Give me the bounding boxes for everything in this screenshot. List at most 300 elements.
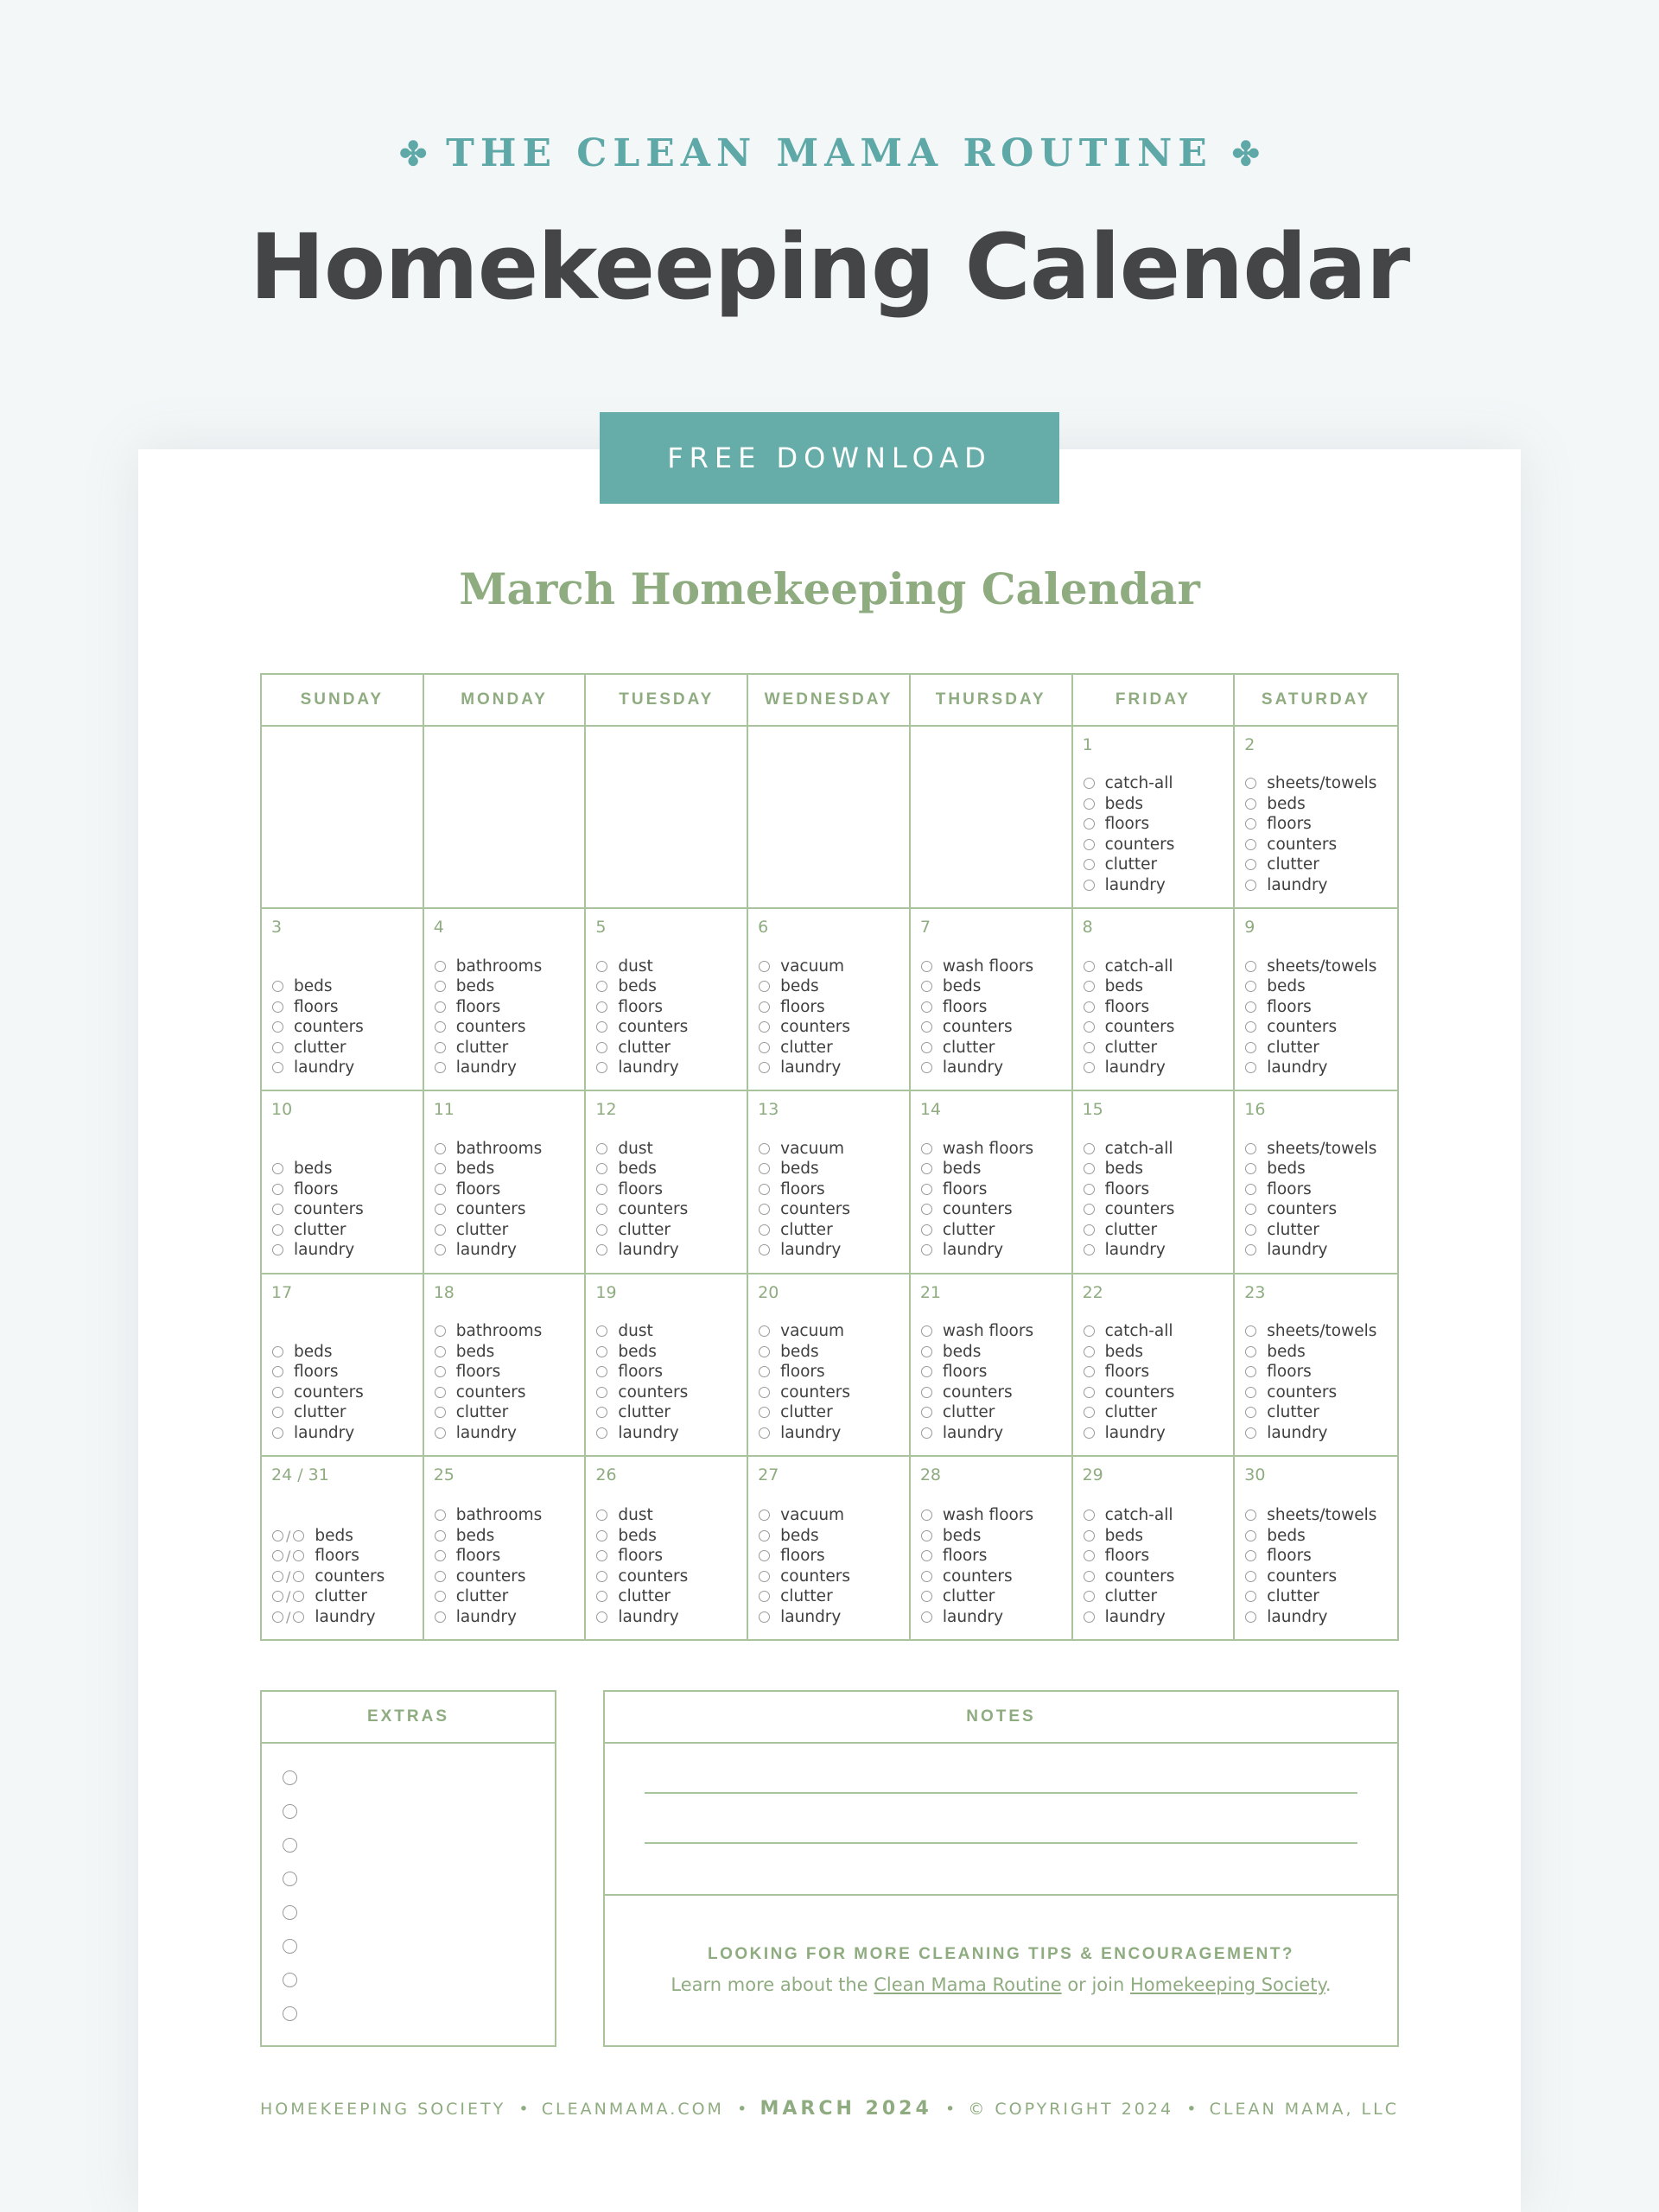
task-label: floors xyxy=(1267,1179,1312,1198)
task-checkbox[interactable] xyxy=(1084,1346,1095,1357)
task-checkbox[interactable] xyxy=(435,1143,446,1154)
task-checkbox[interactable] xyxy=(435,1204,446,1215)
task-checkbox[interactable] xyxy=(759,1530,770,1541)
task-item xyxy=(1245,835,1392,855)
task-list xyxy=(272,976,417,1078)
task-item xyxy=(272,1240,417,1261)
task-checkbox[interactable] xyxy=(921,1427,932,1439)
task-checkbox[interactable] xyxy=(759,1042,770,1053)
extras-checkbox[interactable] xyxy=(283,1838,297,1853)
task-checkbox[interactable] xyxy=(435,1244,446,1255)
task-checkbox[interactable] xyxy=(1245,818,1256,830)
task-label: floors xyxy=(780,997,825,1016)
task-checkbox[interactable] xyxy=(1245,1427,1256,1439)
task-label: floors xyxy=(942,1547,988,1566)
task-item xyxy=(435,976,580,997)
task-checkbox[interactable] xyxy=(759,1325,770,1337)
task-checkbox[interactable] xyxy=(1245,1530,1256,1541)
free-download-button[interactable]: FREE DOWNLOAD xyxy=(600,412,1059,504)
task-checkbox[interactable] xyxy=(1084,1530,1095,1541)
task-checkbox[interactable] xyxy=(1245,859,1256,870)
task-checkbox[interactable] xyxy=(1084,1407,1095,1418)
task-checkbox[interactable] xyxy=(435,1224,446,1236)
task-checkbox[interactable] xyxy=(759,1143,770,1154)
double-checkbox-group xyxy=(272,1588,304,1605)
task-checkbox[interactable] xyxy=(435,1021,446,1033)
task-checkbox[interactable] xyxy=(272,1407,283,1418)
task-checkbox[interactable] xyxy=(272,1427,283,1439)
task-checkbox[interactable] xyxy=(759,1366,770,1377)
task-checkbox[interactable] xyxy=(272,1204,283,1215)
task-checkbox[interactable] xyxy=(1084,798,1095,810)
task-checkbox[interactable] xyxy=(596,1530,607,1541)
task-label: counters xyxy=(294,1200,364,1219)
task-checkbox[interactable] xyxy=(596,1224,607,1236)
day-number: 22 xyxy=(1082,1282,1103,1302)
task-label: clutter xyxy=(294,1403,346,1422)
task-checkbox[interactable] xyxy=(1245,1204,1256,1215)
task-checkbox[interactable] xyxy=(921,1001,932,1013)
task-checkbox[interactable] xyxy=(1084,1591,1095,1602)
task-item xyxy=(272,1179,417,1200)
task-checkbox[interactable] xyxy=(759,1062,770,1073)
task-item xyxy=(921,1402,1066,1423)
task-checkbox[interactable] xyxy=(596,1387,607,1398)
task-checkbox[interactable] xyxy=(921,1387,932,1398)
task-checkbox[interactable] xyxy=(1084,1510,1095,1521)
task-item xyxy=(759,1422,904,1443)
task-list xyxy=(921,1505,1066,1627)
footer-month: MARCH 2024 xyxy=(760,2098,932,2120)
task-checkbox[interactable] xyxy=(921,1366,932,1377)
task-list xyxy=(596,956,741,1077)
task-item xyxy=(272,1362,417,1382)
task-checkbox[interactable] xyxy=(1245,839,1256,850)
task-checkbox[interactable] xyxy=(435,981,446,992)
task-checkbox[interactable] xyxy=(1245,1591,1256,1602)
calendar-day-cell xyxy=(424,727,587,909)
task-checkbox[interactable] xyxy=(596,1244,607,1255)
task-item xyxy=(596,1058,741,1078)
task-checkbox[interactable] xyxy=(596,1427,607,1439)
task-checkbox[interactable] xyxy=(596,1042,607,1053)
task-item xyxy=(1084,1341,1229,1362)
task-item xyxy=(1084,1382,1229,1402)
task-checkbox[interactable] xyxy=(596,1062,607,1073)
task-checkbox[interactable] xyxy=(759,1407,770,1418)
task-checkbox[interactable] xyxy=(1084,1062,1095,1073)
calendar-day-cell xyxy=(586,1457,748,1639)
task-checkbox[interactable] xyxy=(272,1571,283,1582)
task-label: laundry xyxy=(294,1423,355,1442)
task-checkbox[interactable] xyxy=(1084,981,1095,992)
task-checkbox[interactable] xyxy=(272,1387,283,1398)
task-checkbox[interactable] xyxy=(759,1001,770,1013)
task-label: laundry xyxy=(780,1058,842,1077)
task-checkbox[interactable] xyxy=(1084,1244,1095,1255)
task-checkbox[interactable] xyxy=(435,1001,446,1013)
task-item xyxy=(1084,773,1229,794)
task-list xyxy=(272,1525,417,1627)
task-checkbox[interactable] xyxy=(759,1510,770,1521)
task-checkbox[interactable] xyxy=(759,1550,770,1561)
task-checkbox[interactable] xyxy=(435,961,446,972)
task-checkbox[interactable] xyxy=(435,1571,446,1582)
task-checkbox[interactable] xyxy=(1245,778,1256,789)
task-label: floors xyxy=(455,1363,501,1382)
task-checkbox[interactable] xyxy=(435,1611,446,1623)
task-checkbox[interactable] xyxy=(1084,1021,1095,1033)
task-checkbox[interactable] xyxy=(921,1550,932,1561)
task-checkbox[interactable] xyxy=(1245,1001,1256,1013)
task-item xyxy=(1084,855,1229,875)
task-checkbox[interactable] xyxy=(1084,880,1095,891)
day-of-week-header: SUNDAY xyxy=(262,675,424,727)
calendar-day-cell xyxy=(424,1274,587,1457)
task-item xyxy=(759,956,904,976)
task-checkbox[interactable] xyxy=(272,981,283,992)
task-item xyxy=(435,1240,580,1261)
task-label: clutter xyxy=(1267,1403,1319,1422)
task-item xyxy=(1084,1199,1229,1220)
task-checkbox[interactable] xyxy=(435,1387,446,1398)
task-checkbox[interactable] xyxy=(435,1325,446,1337)
task-checkbox[interactable] xyxy=(1245,1021,1256,1033)
task-label: floors xyxy=(780,1547,825,1566)
task-list xyxy=(759,1139,904,1261)
task-checkbox[interactable] xyxy=(759,1427,770,1439)
task-label: counters xyxy=(294,1382,364,1402)
task-checkbox[interactable] xyxy=(1245,880,1256,891)
task-checkbox[interactable] xyxy=(272,1021,283,1033)
task-checkbox[interactable] xyxy=(596,1001,607,1013)
task-checkbox[interactable] xyxy=(1245,798,1256,810)
task-checkbox[interactable] xyxy=(1084,1204,1095,1215)
day-number: 3 xyxy=(271,918,283,938)
task-checkbox[interactable] xyxy=(272,1001,283,1013)
extras-checkbox[interactable] xyxy=(283,1939,297,1954)
task-checkbox[interactable] xyxy=(921,1530,932,1541)
calendar-day-cell xyxy=(748,1274,911,1457)
task-checkbox[interactable] xyxy=(759,1204,770,1215)
task-checkbox[interactable] xyxy=(596,1021,607,1033)
task-label: clutter xyxy=(1267,1038,1319,1057)
task-checkbox[interactable] xyxy=(921,1407,932,1418)
task-checkbox[interactable] xyxy=(1084,1325,1095,1337)
task-checkbox[interactable] xyxy=(435,1591,446,1602)
task-label: counters xyxy=(780,1200,850,1219)
task-checkbox[interactable] xyxy=(1245,1143,1256,1154)
task-checkbox[interactable] xyxy=(1084,1387,1095,1398)
task-checkbox[interactable] xyxy=(272,1042,283,1053)
task-checkbox[interactable] xyxy=(1245,1550,1256,1561)
day-number: 20 xyxy=(758,1282,779,1302)
task-checkbox[interactable] xyxy=(921,1346,932,1357)
task-checkbox[interactable] xyxy=(1084,859,1095,870)
task-checkbox[interactable] xyxy=(596,1325,607,1337)
task-checkbox[interactable] xyxy=(921,1325,932,1337)
task-list xyxy=(435,956,580,1077)
task-checkbox[interactable] xyxy=(596,1184,607,1195)
task-checkbox[interactable] xyxy=(435,1184,446,1195)
extras-checkbox[interactable] xyxy=(283,1905,297,1920)
task-list xyxy=(1084,1321,1229,1443)
task-checkbox[interactable] xyxy=(435,1407,446,1418)
task-checkbox[interactable] xyxy=(1245,1407,1256,1418)
task-checkbox[interactable] xyxy=(1084,1611,1095,1623)
task-checkbox[interactable] xyxy=(435,1427,446,1439)
task-checkbox[interactable] xyxy=(1245,1042,1256,1053)
task-checkbox[interactable] xyxy=(1245,1163,1256,1174)
task-checkbox[interactable] xyxy=(596,1204,607,1215)
task-checkbox[interactable] xyxy=(435,1163,446,1174)
task-checkbox[interactable] xyxy=(435,1510,446,1521)
task-checkbox[interactable] xyxy=(921,1143,932,1154)
task-checkbox[interactable] xyxy=(272,1591,283,1602)
task-checkbox[interactable] xyxy=(596,981,607,992)
task-checkbox[interactable] xyxy=(596,1571,607,1582)
task-checkbox[interactable] xyxy=(596,1510,607,1521)
task-checkbox[interactable] xyxy=(596,1550,607,1561)
task-checkbox[interactable] xyxy=(921,961,932,972)
notes-line[interactable] xyxy=(645,1842,1357,1844)
task-item xyxy=(596,1362,741,1382)
task-item xyxy=(1245,956,1392,976)
extras-checkbox[interactable] xyxy=(283,1770,297,1785)
task-item xyxy=(759,1341,904,1362)
task-checkbox[interactable] xyxy=(1084,1224,1095,1236)
task-checkbox[interactable] xyxy=(272,1346,283,1357)
task-label: floors xyxy=(315,1547,359,1566)
task-label: beds xyxy=(1104,794,1144,813)
task-checkbox[interactable] xyxy=(272,1163,283,1174)
task-checkbox[interactable] xyxy=(1245,1571,1256,1582)
task-checkbox[interactable] xyxy=(596,1163,607,1174)
task-label: counters xyxy=(1267,1018,1338,1037)
task-item xyxy=(272,1058,417,1078)
task-item xyxy=(1245,1058,1392,1078)
task-list xyxy=(759,1505,904,1627)
extras-heading: EXTRAS xyxy=(262,1692,555,1744)
task-item xyxy=(759,1240,904,1261)
task-item xyxy=(435,1341,580,1362)
task-checkbox[interactable] xyxy=(272,1530,283,1541)
task-checkbox[interactable] xyxy=(921,1510,932,1521)
task-checkbox[interactable] xyxy=(1245,1611,1256,1623)
task-item xyxy=(921,1566,1066,1586)
task-checkbox[interactable] xyxy=(272,1244,283,1255)
task-checkbox[interactable] xyxy=(759,1163,770,1174)
task-checkbox[interactable] xyxy=(759,961,770,972)
task-checkbox[interactable] xyxy=(1084,1427,1095,1439)
task-checkbox[interactable] xyxy=(272,1611,283,1623)
task-checkbox[interactable] xyxy=(759,1224,770,1236)
task-checkbox[interactable] xyxy=(1084,1042,1095,1053)
task-checkbox[interactable] xyxy=(921,1204,932,1215)
task-checkbox[interactable] xyxy=(759,1244,770,1255)
task-checkbox[interactable] xyxy=(435,1042,446,1053)
homekeeping-society-link[interactable]: Homekeeping Society xyxy=(1129,1974,1325,1995)
task-label: counters xyxy=(618,1018,689,1037)
task-checkbox[interactable] xyxy=(596,1407,607,1418)
task-label: clutter xyxy=(1104,1587,1158,1606)
task-label: vacuum xyxy=(780,1506,845,1525)
task-checkbox[interactable] xyxy=(1084,839,1095,850)
task-checkbox[interactable] xyxy=(921,1062,932,1073)
footer-separator: • xyxy=(518,2099,529,2119)
notes-line[interactable] xyxy=(645,1792,1357,1794)
calendar-day-cell xyxy=(911,727,1073,909)
task-label: clutter xyxy=(618,1220,671,1239)
checkbox-divider: / xyxy=(286,1527,291,1544)
task-checkbox[interactable] xyxy=(293,1611,304,1623)
task-checkbox[interactable] xyxy=(293,1591,304,1602)
task-item xyxy=(1084,1220,1229,1241)
task-label: bathrooms xyxy=(455,1506,543,1525)
task-checkbox[interactable] xyxy=(1245,1346,1256,1357)
task-label: counters xyxy=(1104,1382,1175,1402)
day-number: 8 xyxy=(1082,918,1093,938)
task-checkbox[interactable] xyxy=(1245,1062,1256,1073)
task-checkbox[interactable] xyxy=(272,1184,283,1195)
extras-checkbox[interactable] xyxy=(283,1804,297,1819)
task-checkbox[interactable] xyxy=(272,1366,283,1377)
task-checkbox[interactable] xyxy=(1245,961,1256,972)
task-item xyxy=(1245,1139,1392,1160)
task-checkbox[interactable] xyxy=(435,1062,446,1073)
task-checkbox[interactable] xyxy=(921,1184,932,1195)
promo-text xyxy=(605,1974,1397,1995)
task-checkbox[interactable] xyxy=(921,1611,932,1623)
task-checkbox[interactable] xyxy=(596,1611,607,1623)
task-checkbox[interactable] xyxy=(921,1244,932,1255)
task-label: floors xyxy=(1267,815,1312,834)
task-label: counters xyxy=(618,1200,689,1219)
task-checkbox[interactable] xyxy=(759,1387,770,1398)
task-checkbox[interactable] xyxy=(596,1143,607,1154)
task-list xyxy=(921,1139,1066,1261)
task-checkbox[interactable] xyxy=(1084,961,1095,972)
task-item xyxy=(921,1546,1066,1567)
task-label: counters xyxy=(1267,1382,1338,1402)
task-label: laundry xyxy=(1267,1241,1328,1260)
task-checkbox[interactable] xyxy=(921,1042,932,1053)
task-checkbox[interactable] xyxy=(921,1224,932,1236)
task-label: laundry xyxy=(1104,1241,1166,1260)
task-item xyxy=(1084,814,1229,835)
task-checkbox[interactable] xyxy=(1084,778,1095,789)
task-checkbox[interactable] xyxy=(921,1021,932,1033)
promo-middle: or join xyxy=(1061,1974,1130,1995)
task-label: clutter xyxy=(1267,855,1319,874)
task-item xyxy=(596,1017,741,1038)
task-checkbox[interactable] xyxy=(759,1591,770,1602)
task-item xyxy=(759,1586,904,1607)
task-checkbox[interactable] xyxy=(1245,1224,1256,1236)
task-checkbox[interactable] xyxy=(759,1611,770,1623)
task-checkbox[interactable] xyxy=(1245,981,1256,992)
task-checkbox[interactable] xyxy=(921,981,932,992)
task-label: dust xyxy=(618,1506,653,1525)
calendar-day-cell xyxy=(586,909,748,1091)
task-label: floors xyxy=(942,997,988,1016)
task-checkbox[interactable] xyxy=(293,1530,304,1541)
task-label: bathrooms xyxy=(455,1139,543,1158)
task-checkbox[interactable] xyxy=(1084,1163,1095,1174)
task-checkbox[interactable] xyxy=(1084,1550,1095,1561)
task-item xyxy=(435,1058,580,1078)
task-checkbox[interactable] xyxy=(596,1346,607,1357)
task-checkbox[interactable] xyxy=(1084,818,1095,830)
task-checkbox[interactable] xyxy=(272,1062,283,1073)
task-checkbox[interactable] xyxy=(435,1366,446,1377)
task-checkbox[interactable] xyxy=(596,961,607,972)
task-item xyxy=(1245,1199,1392,1220)
task-checkbox[interactable] xyxy=(293,1550,304,1561)
task-checkbox[interactable] xyxy=(1084,1571,1095,1582)
task-item xyxy=(1084,1525,1229,1546)
calendar-day-cell xyxy=(1235,1457,1397,1639)
task-checkbox[interactable] xyxy=(1245,1325,1256,1337)
task-checkbox[interactable] xyxy=(759,1346,770,1357)
task-checkbox[interactable] xyxy=(759,1021,770,1033)
task-item xyxy=(1084,1586,1229,1607)
task-checkbox[interactable] xyxy=(1245,1184,1256,1195)
task-item xyxy=(1084,976,1229,997)
task-checkbox[interactable] xyxy=(1084,1143,1095,1154)
task-checkbox[interactable] xyxy=(596,1366,607,1377)
task-checkbox[interactable] xyxy=(921,1591,932,1602)
task-checkbox[interactable] xyxy=(1245,1387,1256,1398)
task-checkbox[interactable] xyxy=(759,981,770,992)
task-label: counters xyxy=(942,1382,1013,1402)
task-checkbox[interactable] xyxy=(272,1224,283,1236)
task-label: floors xyxy=(1267,997,1312,1016)
task-checkbox[interactable] xyxy=(759,1571,770,1582)
task-checkbox[interactable] xyxy=(596,1591,607,1602)
task-checkbox[interactable] xyxy=(759,1184,770,1195)
task-checkbox[interactable] xyxy=(921,1571,932,1582)
task-checkbox[interactable] xyxy=(435,1346,446,1357)
task-checkbox[interactable] xyxy=(435,1550,446,1561)
task-checkbox[interactable] xyxy=(1245,1366,1256,1377)
task-checkbox[interactable] xyxy=(1084,1366,1095,1377)
task-item xyxy=(921,1382,1066,1402)
task-checkbox[interactable] xyxy=(1084,1001,1095,1013)
task-item xyxy=(596,1505,741,1526)
task-checkbox[interactable] xyxy=(1245,1244,1256,1255)
task-checkbox[interactable] xyxy=(272,1550,283,1561)
clean-mama-routine-link[interactable]: Clean Mama Routine xyxy=(874,1974,1062,1995)
task-label: beds xyxy=(618,977,657,996)
day-number: 16 xyxy=(1244,1100,1266,1120)
task-list xyxy=(596,1139,741,1261)
task-label: clutter xyxy=(942,1587,995,1606)
task-checkbox[interactable] xyxy=(293,1571,304,1582)
calendar-grid xyxy=(260,673,1399,1641)
extras-checkbox[interactable] xyxy=(283,1872,297,1886)
footer-company: CLEAN MAMA, LLC xyxy=(1209,2099,1399,2119)
calendar-day-cell xyxy=(586,1274,748,1457)
task-checkbox[interactable] xyxy=(435,1530,446,1541)
task-checkbox[interactable] xyxy=(921,1163,932,1174)
task-checkbox[interactable] xyxy=(1245,1510,1256,1521)
task-checkbox[interactable] xyxy=(1084,1184,1095,1195)
task-label: floors xyxy=(1267,1363,1312,1382)
extras-checkbox[interactable] xyxy=(283,2006,297,2021)
task-label: counters xyxy=(1104,835,1175,854)
extras-checkbox[interactable] xyxy=(283,1973,297,1987)
